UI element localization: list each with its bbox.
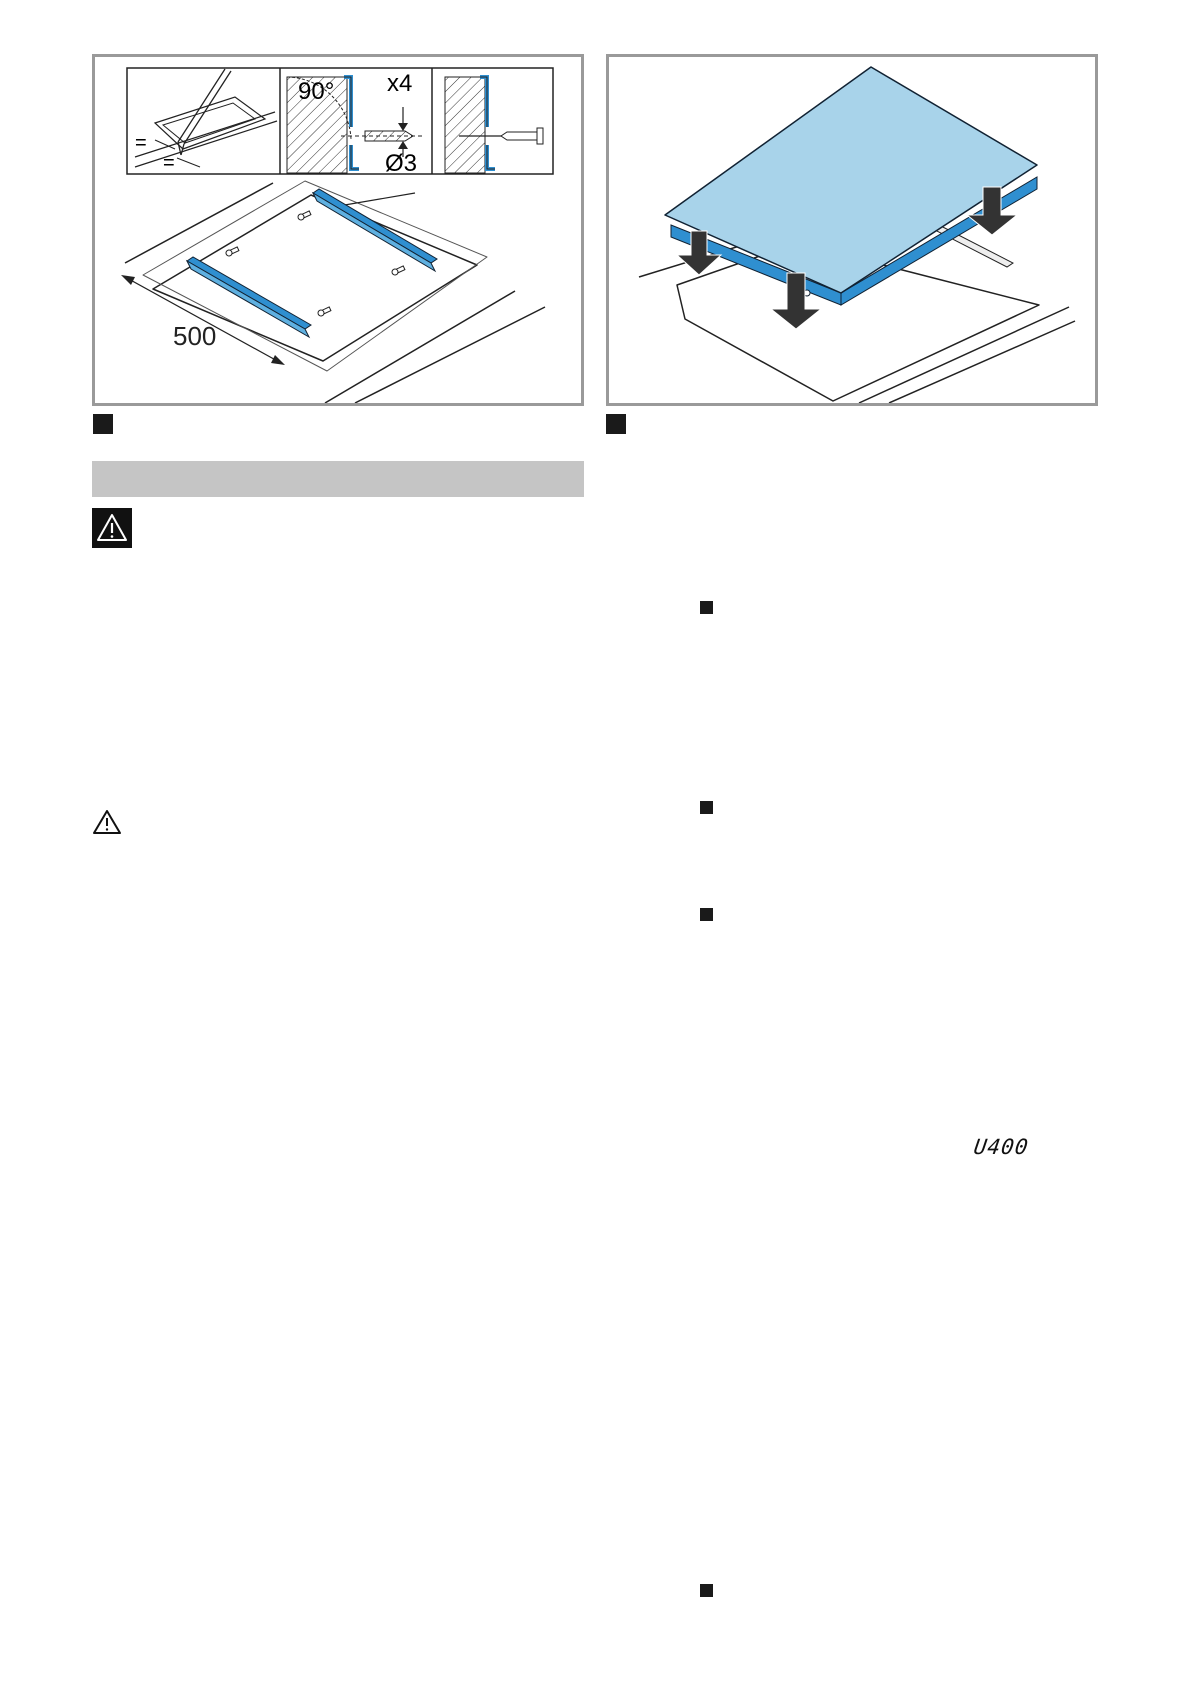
list-bullet [700,1584,713,1597]
diameter-label: Ø3 [385,150,418,177]
hob-insertion-illustration [609,57,1095,403]
list-bullet [700,908,713,921]
step-marker-left [93,414,113,434]
worktop-cutout [125,181,545,403]
warning-icon [92,508,132,548]
angle-label: 90° [298,78,335,105]
caution-icon [92,808,122,836]
step-marker-right [606,414,626,434]
dimension-label: 500 [173,321,217,351]
display-code-readout: U400 [972,1135,1031,1159]
count-label: x4 [387,70,413,97]
section-heading-bar [92,461,584,497]
list-bullet [700,801,713,814]
equal-mark-1: = [135,132,147,154]
figure-bracket-mounting [92,54,584,406]
list-bullet [700,601,713,614]
bracket-mounting-illustration [95,57,581,403]
equal-mark-2: = [163,152,175,174]
figure-hob-insertion [606,54,1098,406]
